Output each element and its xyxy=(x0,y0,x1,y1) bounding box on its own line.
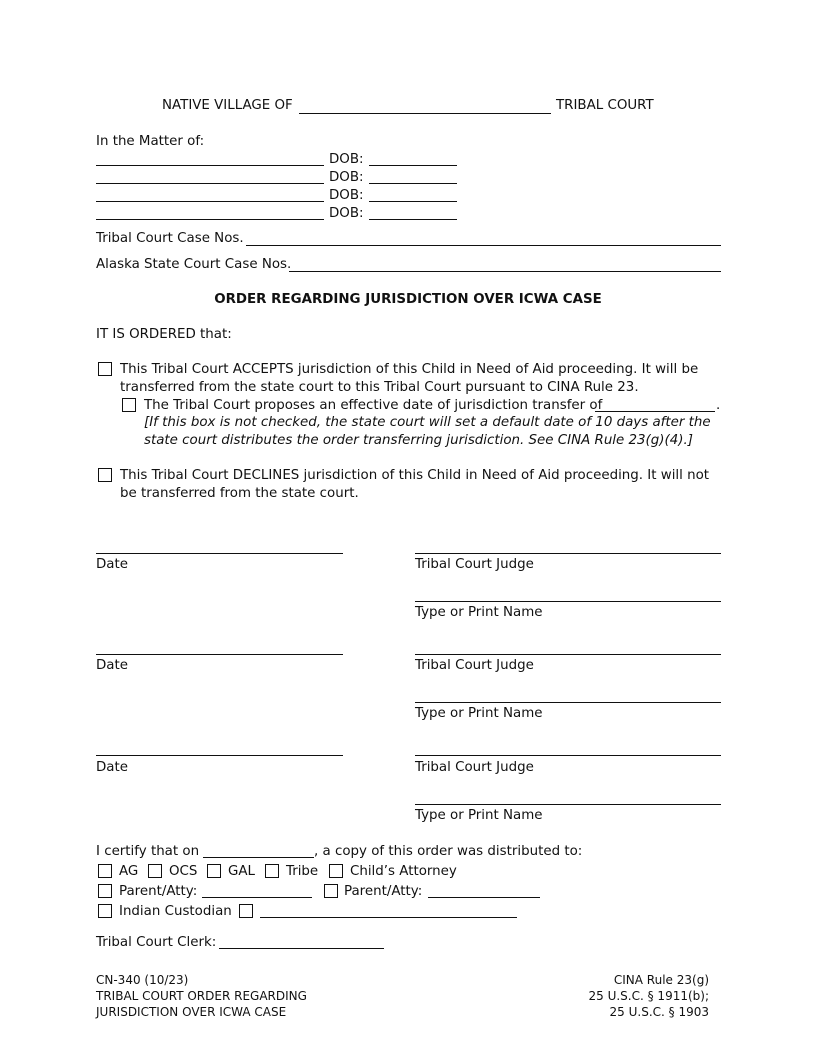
parent-atty-checkbox-1[interactable] xyxy=(98,884,112,898)
print-label-1: Type or Print Name xyxy=(415,605,543,620)
tribe-checkbox[interactable] xyxy=(265,864,279,878)
parent-atty-field-2[interactable] xyxy=(428,897,540,898)
footer-form-number: CN-340 (10/23) xyxy=(96,973,189,987)
propose-end: . xyxy=(716,398,721,413)
date-label-3: Date xyxy=(96,760,129,775)
accept-text-line2: transferred from the state court to this Tribal Court pursuant to CINA Rule 23. xyxy=(120,380,639,395)
note-line1: [If this box is not checked, the state court will set a default date of 10 days after the xyxy=(144,415,711,430)
dob-field-2[interactable] xyxy=(369,183,457,184)
judge-signature-field-2[interactable] xyxy=(415,654,721,655)
clerk-signature-field[interactable] xyxy=(219,948,384,949)
gal-checkbox[interactable] xyxy=(207,864,221,878)
transfer-date-field[interactable] xyxy=(595,411,715,412)
certify-text-before: I certify that on xyxy=(96,844,200,859)
footer-title-line2: JURISDICTION OVER ICWA CASE xyxy=(96,1005,287,1019)
decline-checkbox[interactable] xyxy=(98,468,112,482)
ordered-label: IT IS ORDERED that: xyxy=(96,327,232,342)
date-field-1[interactable] xyxy=(96,553,343,554)
date-label-1: Date xyxy=(96,557,129,572)
dob-label-2: DOB: xyxy=(329,170,364,185)
ag-label: AG xyxy=(119,864,139,879)
print-name-field-1[interactable] xyxy=(415,601,721,602)
matter-label: In the Matter of: xyxy=(96,134,205,149)
judge-label-2: Tribal Court Judge xyxy=(415,658,534,673)
judge-signature-field-1[interactable] xyxy=(415,553,721,554)
other-recipient-field[interactable] xyxy=(260,917,517,918)
certify-text-after: , a copy of this order was distributed to: xyxy=(314,844,583,859)
print-label-3: Type or Print Name xyxy=(415,808,543,823)
date-field-3[interactable] xyxy=(96,755,343,756)
state-case-label: Alaska State Court Case Nos. xyxy=(96,257,292,272)
tribal-case-label: Tribal Court Case Nos. xyxy=(96,231,244,246)
indian-custodian-label: Indian Custodian xyxy=(119,904,232,919)
dob-field-3[interactable] xyxy=(369,201,457,202)
decline-text-line2: be transferred from the state court. xyxy=(120,486,359,501)
decline-text-line1: This Tribal Court DECLINES jurisdiction of this Child in Need of Aid proceeding. It will not xyxy=(120,468,710,483)
ag-checkbox[interactable] xyxy=(98,864,112,878)
dob-field-1[interactable] xyxy=(369,165,457,166)
indian-custodian-checkbox[interactable] xyxy=(98,904,112,918)
childs-attorney-label: Child’s Attorney xyxy=(350,864,457,879)
child-name-field-2[interactable] xyxy=(96,183,324,184)
judge-signature-field-3[interactable] xyxy=(415,755,721,756)
ocs-label: OCS xyxy=(169,864,198,879)
child-name-field-4[interactable] xyxy=(96,219,324,220)
tribal-case-field[interactable] xyxy=(246,245,721,246)
order-title: ORDER REGARDING JURISDICTION OVER ICWA CASE xyxy=(214,292,602,307)
judge-label-1: Tribal Court Judge xyxy=(415,557,534,572)
note-line2: state court distributes the order transferring jurisdiction. See CINA Rule 23(g)(4).] xyxy=(144,433,693,448)
footer-statute-2: 25 U.S.C. § 1903 xyxy=(609,1005,709,1019)
accept-text-line1: This Tribal Court ACCEPTS jurisdiction of this Child in Need of Aid proceeding. It will be xyxy=(120,362,699,377)
footer-rule: CINA Rule 23(g) xyxy=(613,973,709,987)
print-name-field-3[interactable] xyxy=(415,804,721,805)
accept-checkbox[interactable] xyxy=(98,362,112,376)
child-name-field-1[interactable] xyxy=(96,165,324,166)
judge-label-3: Tribal Court Judge xyxy=(415,760,534,775)
dob-field-4[interactable] xyxy=(369,219,457,220)
tribe-label: Tribe xyxy=(286,864,319,879)
dob-label-3: DOB: xyxy=(329,188,364,203)
footer-statute-1: 25 U.S.C. § 1911(b); xyxy=(588,989,709,1003)
ocs-checkbox[interactable] xyxy=(148,864,162,878)
dob-label-4: DOB: xyxy=(329,206,364,221)
parent-atty-label-1: Parent/Atty: xyxy=(119,884,198,899)
header-suffix: TRIBAL COURT xyxy=(556,98,654,113)
childs-attorney-checkbox[interactable] xyxy=(329,864,343,878)
parent-atty-checkbox-2[interactable] xyxy=(324,884,338,898)
gal-label: GAL xyxy=(228,864,255,879)
propose-text: The Tribal Court proposes an effective date of jurisdiction transfer of xyxy=(144,398,603,413)
dob-label-1: DOB: xyxy=(329,152,364,167)
date-field-2[interactable] xyxy=(96,654,343,655)
parent-atty-field-1[interactable] xyxy=(202,897,312,898)
propose-date-checkbox[interactable] xyxy=(122,398,136,412)
other-recipient-checkbox[interactable] xyxy=(239,904,253,918)
date-label-2: Date xyxy=(96,658,129,673)
header-prefix: NATIVE VILLAGE OF xyxy=(162,98,293,113)
village-name-field[interactable] xyxy=(299,113,551,114)
state-case-field[interactable] xyxy=(289,271,721,272)
print-name-field-2[interactable] xyxy=(415,702,721,703)
parent-atty-label-2: Parent/Atty: xyxy=(344,884,423,899)
clerk-label: Tribal Court Clerk: xyxy=(96,935,217,950)
child-name-field-3[interactable] xyxy=(96,201,324,202)
print-label-2: Type or Print Name xyxy=(415,706,543,721)
footer-title-line1: TRIBAL COURT ORDER REGARDING xyxy=(96,989,307,1003)
certify-date-field[interactable] xyxy=(203,857,314,858)
